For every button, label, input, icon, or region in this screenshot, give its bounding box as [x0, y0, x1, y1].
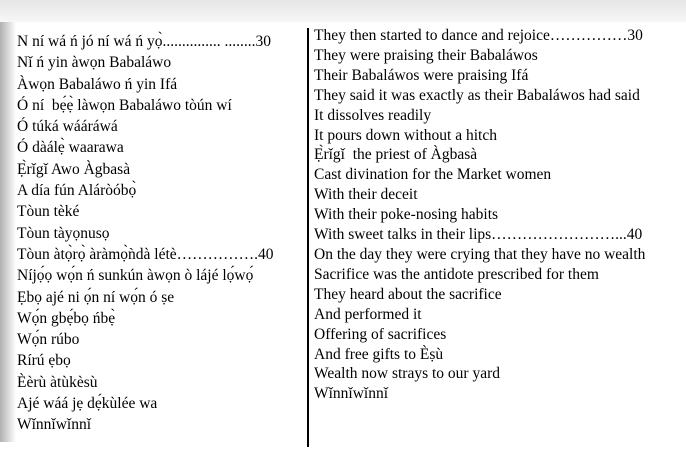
verse-line: N ní wá ń jó ní wá ń yọ̀............... ........30	[17, 33, 272, 50]
verse-line: Èèrù àtùkèsù	[17, 373, 98, 391]
verse-line: Níjọ́ọ wọ́n ń sunkún àwọn ò lájé lọ́wọ́	[17, 267, 254, 285]
verse-line: Àwọn Babaláwo ń yin Ifá	[17, 75, 178, 93]
verse-line: Ó ní bẹ́ẹ̀ làwọn Babaláwo tòún wí	[17, 96, 232, 114]
scan-left-edge-shading	[0, 22, 16, 442]
verse-line: Ẹ̀rǐgǐ the priest of Àgbasà	[314, 146, 478, 164]
verse-line: And free gifts to Èṣù	[314, 345, 444, 363]
scan-top-edge-shading	[0, 0, 686, 22]
verse-line: Cast divination for the Market women	[314, 166, 552, 184]
column-divider-rule	[307, 28, 309, 447]
verse-line: Their Babaláwos were praising Ifá	[314, 66, 529, 84]
verse-line: Tòun tàyọnusọ	[17, 224, 110, 242]
verse-line: Ó túká wááráwá	[17, 118, 118, 136]
verse-line: Ajé wáá jẹ dẹ́kùlée wa	[17, 395, 158, 413]
verse-line: They then started to dance and rejoice……………30	[314, 27, 643, 44]
yoruba-verse-column	[17, 31, 305, 436]
verse-line: Wọ́n gbẹ́bọ ńbẹ̀	[17, 309, 116, 327]
verse-line: Ẹbọ ajé ni ọ́n ní wọ́n ó ṣe	[17, 288, 175, 306]
verse-line: On the day they were crying that they have no wealth	[314, 245, 646, 263]
verse-line: Tòun àtọ̀rọ̀ àràmọ̀ǹdà létè…………….40	[17, 245, 274, 263]
verse-line: Sacrifice was the antidote prescribed for them	[314, 265, 599, 283]
verse-line: Offering of sacrifices	[314, 325, 447, 343]
verse-line: They said it was exactly as their Babaláwos had said	[314, 86, 640, 104]
verse-line: Wǐnnǐwǐnnǐ	[17, 416, 92, 434]
verse-line: It pours down without a hitch	[314, 126, 497, 144]
verse-line: Ó dàálẹ̀ waarawa	[17, 139, 124, 157]
verse-line: Wealth now strays to our yard	[314, 365, 500, 383]
verse-line: They were praising their Babaláwos	[314, 46, 538, 64]
verse-line: A día fún Aláròóbọ̀	[17, 182, 137, 200]
verse-line: Ẹ̀rǐgǐ Awo Àgbasà	[17, 160, 131, 178]
verse-line: Nǐ ń yin àwọn Babaláwo	[17, 54, 172, 72]
english-translation-column	[314, 26, 684, 404]
verse-line: And performed it	[314, 305, 422, 323]
verse-line: With their poke-nosing habits	[314, 206, 499, 224]
verse-line: It dissolves readily	[314, 106, 432, 124]
verse-line: Rírú ẹbọ	[17, 352, 71, 370]
verse-line: Tòun tèké	[17, 203, 80, 221]
verse-line: Wọ́n rúbo	[17, 331, 80, 349]
verse-line: With their deceit	[314, 186, 418, 204]
verse-line: They heard about the sacrifice	[314, 285, 502, 303]
verse-line: With sweet talks in their lips……………………...40	[314, 226, 643, 244]
verse-line: Wǐnnǐwǐnnǐ	[314, 385, 389, 403]
